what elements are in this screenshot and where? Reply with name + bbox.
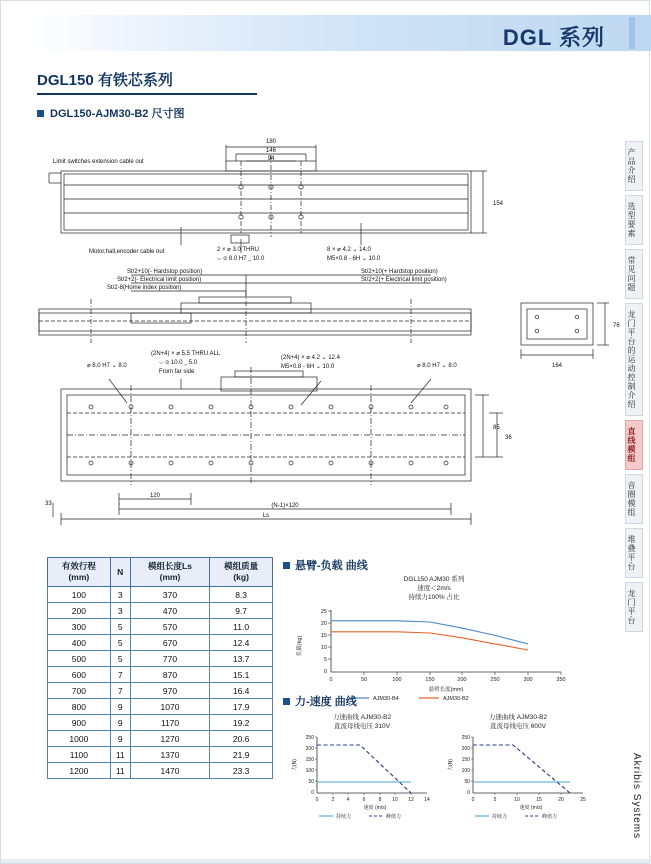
sidebar-item-selection[interactable]: 选型要素 <box>625 195 643 245</box>
table-cell: 1070 <box>130 699 210 715</box>
dim-146: 146 <box>265 148 277 154</box>
table-cell: 15.1 <box>210 667 273 683</box>
svg-text:250: 250 <box>305 735 314 741</box>
note-elimit-neg: St/2+2(- Electrical limit position) <box>117 277 202 283</box>
svg-text:15: 15 <box>536 797 542 803</box>
dim-154: 154 <box>493 201 504 207</box>
table-cell: 11.0 <box>210 619 273 635</box>
fs2-legend <box>475 813 557 820</box>
table-cell: 17.9 <box>210 699 273 715</box>
svg-text:AJM30-B4: AJM30-B4 <box>373 696 399 702</box>
square-bullet-icon <box>283 698 290 705</box>
table-cell: 400 <box>48 635 111 651</box>
sidebar-item-stacked-stage[interactable]: 堆叠平台 <box>625 528 643 578</box>
note-thru-1: 2 × ⌀ 3.0 THRU <box>217 247 260 253</box>
note-thru-2: ⌵ ⌀ 8.0 H7 ⌄ 10.0 <box>217 256 265 262</box>
svg-text:150: 150 <box>305 757 314 763</box>
table-cell: 870 <box>130 667 210 683</box>
sidebar-item-linear-module[interactable]: 直线模组 <box>625 420 643 470</box>
table-cell: 300 <box>48 619 111 635</box>
svg-text:50: 50 <box>360 677 368 683</box>
table-cell: 200 <box>48 603 111 619</box>
svg-text:持续力: 持续力 <box>336 814 352 820</box>
table-cell: 7 <box>110 667 130 683</box>
table-cell: 9 <box>110 699 130 715</box>
cantilever-load-chart <box>289 575 579 707</box>
svg-text:250: 250 <box>461 735 470 741</box>
force-speed-chart-310v <box>287 713 437 828</box>
table-cell: 1470 <box>130 763 210 779</box>
dim-180: 180 <box>265 139 277 145</box>
page-title: DGL150 有铁芯系列 <box>37 72 173 89</box>
dim-n-minus-1: (N-1)×120 <box>271 503 299 509</box>
table-cell: 100 <box>48 587 111 603</box>
table-cell: 670 <box>130 635 210 651</box>
table-row <box>48 731 273 747</box>
chart-title-line-1: DGL150 AJM30 系列 <box>403 576 465 583</box>
note-right-hole-2: M5×0.8 - 6H ⌄ 10.0 <box>327 256 381 262</box>
fs2-svg <box>443 731 593 823</box>
fs2-series-peak <box>473 745 570 793</box>
force-speed-heading <box>283 693 357 709</box>
spec-table <box>47 557 273 779</box>
section-subtitle-text: DGL150-AJM30-B2 尺寸图 <box>50 108 185 120</box>
table-cell: 11 <box>110 747 130 763</box>
dim-94: 94 <box>267 156 275 162</box>
table-row <box>48 619 273 635</box>
fs1-title-line-1: 力速曲线 AJM30-B2 <box>332 714 392 721</box>
table-cell: 700 <box>48 683 111 699</box>
note-hardstop-pos: St/2+10(+ Hardstop position) <box>361 269 438 275</box>
svg-text:10: 10 <box>392 797 398 803</box>
svg-text:300: 300 <box>523 677 533 683</box>
cantilever-chart-heading <box>283 557 368 573</box>
svg-text:峰值力: 峰值力 <box>386 814 402 820</box>
svg-text:6: 6 <box>362 797 366 803</box>
svg-text:200: 200 <box>461 746 470 752</box>
force-speed-chart-600v <box>443 713 593 828</box>
table-cell: 13.7 <box>210 651 273 667</box>
note-elimit-pos: St/2+2(+ Electrical limit position) <box>361 277 447 283</box>
table-cell: 1000 <box>48 731 111 747</box>
table-cell: 3 <box>110 587 130 603</box>
table-cell: 1200 <box>48 763 111 779</box>
chart-title-line-2: 速度＜2m/s <box>417 585 451 592</box>
table-row <box>48 603 273 619</box>
table-cell: 500 <box>48 651 111 667</box>
sidebar-item-gantry-motion-control[interactable]: 龙门平台的运动控制介绍 <box>625 303 643 416</box>
table-cell: 900 <box>48 715 111 731</box>
note-m5-hole-1: (2N+4) × ⌀ 4.2 ⌄ 12.4 <box>281 355 341 361</box>
drawing-svg <box>31 127 620 527</box>
note-home-index: St/2-8(Home index position) <box>107 285 182 291</box>
svg-text:100: 100 <box>392 677 402 683</box>
svg-text:0: 0 <box>315 797 319 803</box>
note-thru-all-2: ⌵ ⌀ 10.0 ⌄ 5.0 <box>159 360 198 366</box>
note-right-hole-1: 8 × ⌀ 4.2 ⌄ 14.0 <box>327 247 371 253</box>
fs1-ylabel: 力(N) <box>292 759 298 771</box>
sidebar-item-voice-coil-module[interactable]: 音圈模组 <box>625 474 643 524</box>
table-cell: 600 <box>48 667 111 683</box>
table-row <box>48 587 273 603</box>
cantilever-chart-title <box>289 575 579 602</box>
svg-text:250: 250 <box>490 677 500 683</box>
svg-text:0: 0 <box>323 669 327 675</box>
col-header-mass: 模组质量 (kg) <box>210 558 273 587</box>
note-dowel-left: ⌀ 8.0 H7 ⌄ 8.0 <box>87 363 127 369</box>
dim-ls: Ls <box>262 513 270 519</box>
fs2-xlabel: 速度 (m/s) <box>519 805 543 811</box>
table-row <box>48 635 273 651</box>
cantilever-xlabel: 悬臂长度(mm) <box>428 687 464 693</box>
table-cell: 970 <box>130 683 210 699</box>
square-bullet-icon <box>37 110 44 117</box>
series-ajm30-b2 <box>331 632 528 650</box>
table-cell: 5 <box>110 635 130 651</box>
svg-text:5: 5 <box>323 657 327 663</box>
table-cell: 570 <box>130 619 210 635</box>
table-cell: 5 <box>110 619 130 635</box>
svg-text:10: 10 <box>320 645 327 651</box>
table-cell: 7 <box>110 683 130 699</box>
table-row <box>48 699 273 715</box>
svg-text:12: 12 <box>408 797 414 803</box>
table-cell: 11 <box>110 763 130 779</box>
sidebar-item-gantry-stage[interactable]: 龙门平台 <box>625 582 643 632</box>
table-row <box>48 683 273 699</box>
svg-text:20: 20 <box>558 797 564 803</box>
svg-text:持续力: 持续力 <box>492 814 508 820</box>
table-cell: 1270 <box>130 731 210 747</box>
svg-text:200: 200 <box>305 746 314 752</box>
side-tab-rail <box>623 141 645 636</box>
svg-text:20: 20 <box>320 621 327 627</box>
svg-text:AJM30-B2: AJM30-B2 <box>443 696 469 702</box>
sidebar-item-faq[interactable]: 常见问题 <box>625 249 643 299</box>
table-cell: 3 <box>110 603 130 619</box>
note-motor-cable: Motor,hall,encoder cable out <box>89 249 165 255</box>
dim-36: 36 <box>505 435 512 441</box>
svg-text:150: 150 <box>425 677 435 683</box>
dim-164: 164 <box>551 363 563 369</box>
table-row <box>48 763 273 779</box>
note-thru-all-3: From far side <box>159 369 195 375</box>
table-row <box>48 651 273 667</box>
table-row <box>48 747 273 763</box>
spec-table-wrap <box>47 557 273 779</box>
svg-text:0: 0 <box>467 790 470 796</box>
page-footer-rule <box>1 859 651 863</box>
table-cell: 20.6 <box>210 731 273 747</box>
fs1-series-peak <box>317 745 411 793</box>
table-cell: 12.4 <box>210 635 273 651</box>
dim-120: 120 <box>149 493 161 499</box>
cantilever-legend <box>349 696 469 702</box>
table-cell: 9.7 <box>210 603 273 619</box>
svg-text:0: 0 <box>329 677 333 683</box>
note-dowel-right: ⌀ 8.0 H7 ⌄ 8.0 <box>417 363 457 369</box>
col-header-length: 模组长度Ls (mm) <box>130 558 210 587</box>
table-cell: 370 <box>130 587 210 603</box>
chart-title-line-3: 持续力100% 占比 <box>408 594 460 601</box>
svg-text:100: 100 <box>305 768 314 774</box>
fs1-title <box>287 713 437 731</box>
table-cell: 9 <box>110 715 130 731</box>
dim-33: 33 <box>45 501 52 507</box>
svg-text:15: 15 <box>320 633 327 639</box>
fs1-legend <box>319 813 401 820</box>
table-cell: 1100 <box>48 747 111 763</box>
svg-text:350: 350 <box>556 677 566 683</box>
table-body <box>48 587 273 779</box>
brand-name: Akribis Systems <box>631 752 642 839</box>
col-header-stroke: 有效行程 (mm) <box>48 558 111 587</box>
svg-text:200: 200 <box>457 677 467 683</box>
fs2-ylabel: 力(N) <box>448 759 454 771</box>
table-cell: 19.2 <box>210 715 273 731</box>
technical-drawing <box>31 127 620 527</box>
svg-text:0: 0 <box>471 797 475 803</box>
table-cell: 770 <box>130 651 210 667</box>
fs2-title-line-2: 直流母线电压 600V <box>490 723 546 730</box>
svg-text:0: 0 <box>311 790 314 796</box>
note-hardstop-neg: St/2+10(- Hardstop position) <box>127 269 203 275</box>
svg-text:150: 150 <box>461 757 470 763</box>
square-bullet-icon <box>283 562 290 569</box>
table-cell: 21.9 <box>210 747 273 763</box>
fs2-title <box>443 713 593 731</box>
cantilever-chart-svg <box>289 602 579 702</box>
svg-text:100: 100 <box>461 768 470 774</box>
svg-text:25: 25 <box>580 797 586 803</box>
table-cell: 800 <box>48 699 111 715</box>
header-accent-bar <box>629 17 635 49</box>
dim-85: 85 <box>493 425 500 431</box>
table-row <box>48 715 273 731</box>
cantilever-ylabel: 负载(kg) <box>297 635 303 657</box>
table-cell: 470 <box>130 603 210 619</box>
table-cell: 5 <box>110 651 130 667</box>
title-divider <box>37 93 257 95</box>
table-cell: 1370 <box>130 747 210 763</box>
svg-text:4: 4 <box>346 797 350 803</box>
svg-text:50: 50 <box>464 779 470 785</box>
table-cell: 16.4 <box>210 683 273 699</box>
table-cell: 1170 <box>130 715 210 731</box>
sidebar-item-product-intro[interactable]: 产品介绍 <box>625 141 643 191</box>
table-row <box>48 667 273 683</box>
col-header-n: N <box>110 558 130 587</box>
svg-text:8: 8 <box>378 797 382 803</box>
svg-text:10: 10 <box>514 797 520 803</box>
note-limit-switches: Limit switches extension cable out <box>53 159 144 165</box>
page-header <box>1 1 651 63</box>
force-speed-heading-text: 力-速度 曲线 <box>295 696 357 708</box>
svg-text:14: 14 <box>424 797 430 803</box>
cantilever-chart-heading-text: 悬臂-负载 曲线 <box>295 560 368 572</box>
fs2-title-line-1: 力速曲线 AJM30-B2 <box>488 714 548 721</box>
fs1-title-line-2: 直流母线电压 310V <box>334 723 390 730</box>
svg-text:2: 2 <box>331 797 335 803</box>
svg-text:5: 5 <box>493 797 497 803</box>
table-cell: 23.3 <box>210 763 273 779</box>
header-title: DGL 系列 <box>502 25 605 50</box>
fs1-svg <box>287 731 437 823</box>
table-cell: 9 <box>110 731 130 747</box>
table-header-row <box>48 558 273 587</box>
note-thru-all-1: (2N+4) × ⌀ 5.5 THRU ALL <box>151 351 221 357</box>
fs1-xlabel: 速度 (m/s) <box>363 805 387 811</box>
table-cell: 8.3 <box>210 587 273 603</box>
svg-text:峰值力: 峰值力 <box>542 814 558 820</box>
svg-text:50: 50 <box>308 779 314 785</box>
svg-text:25: 25 <box>320 609 327 615</box>
note-m5-hole-2: M5×0.8 - 6H ⌄ 10.0 <box>281 364 335 370</box>
section-subtitle <box>37 105 184 121</box>
dim-76: 76 <box>613 323 620 329</box>
